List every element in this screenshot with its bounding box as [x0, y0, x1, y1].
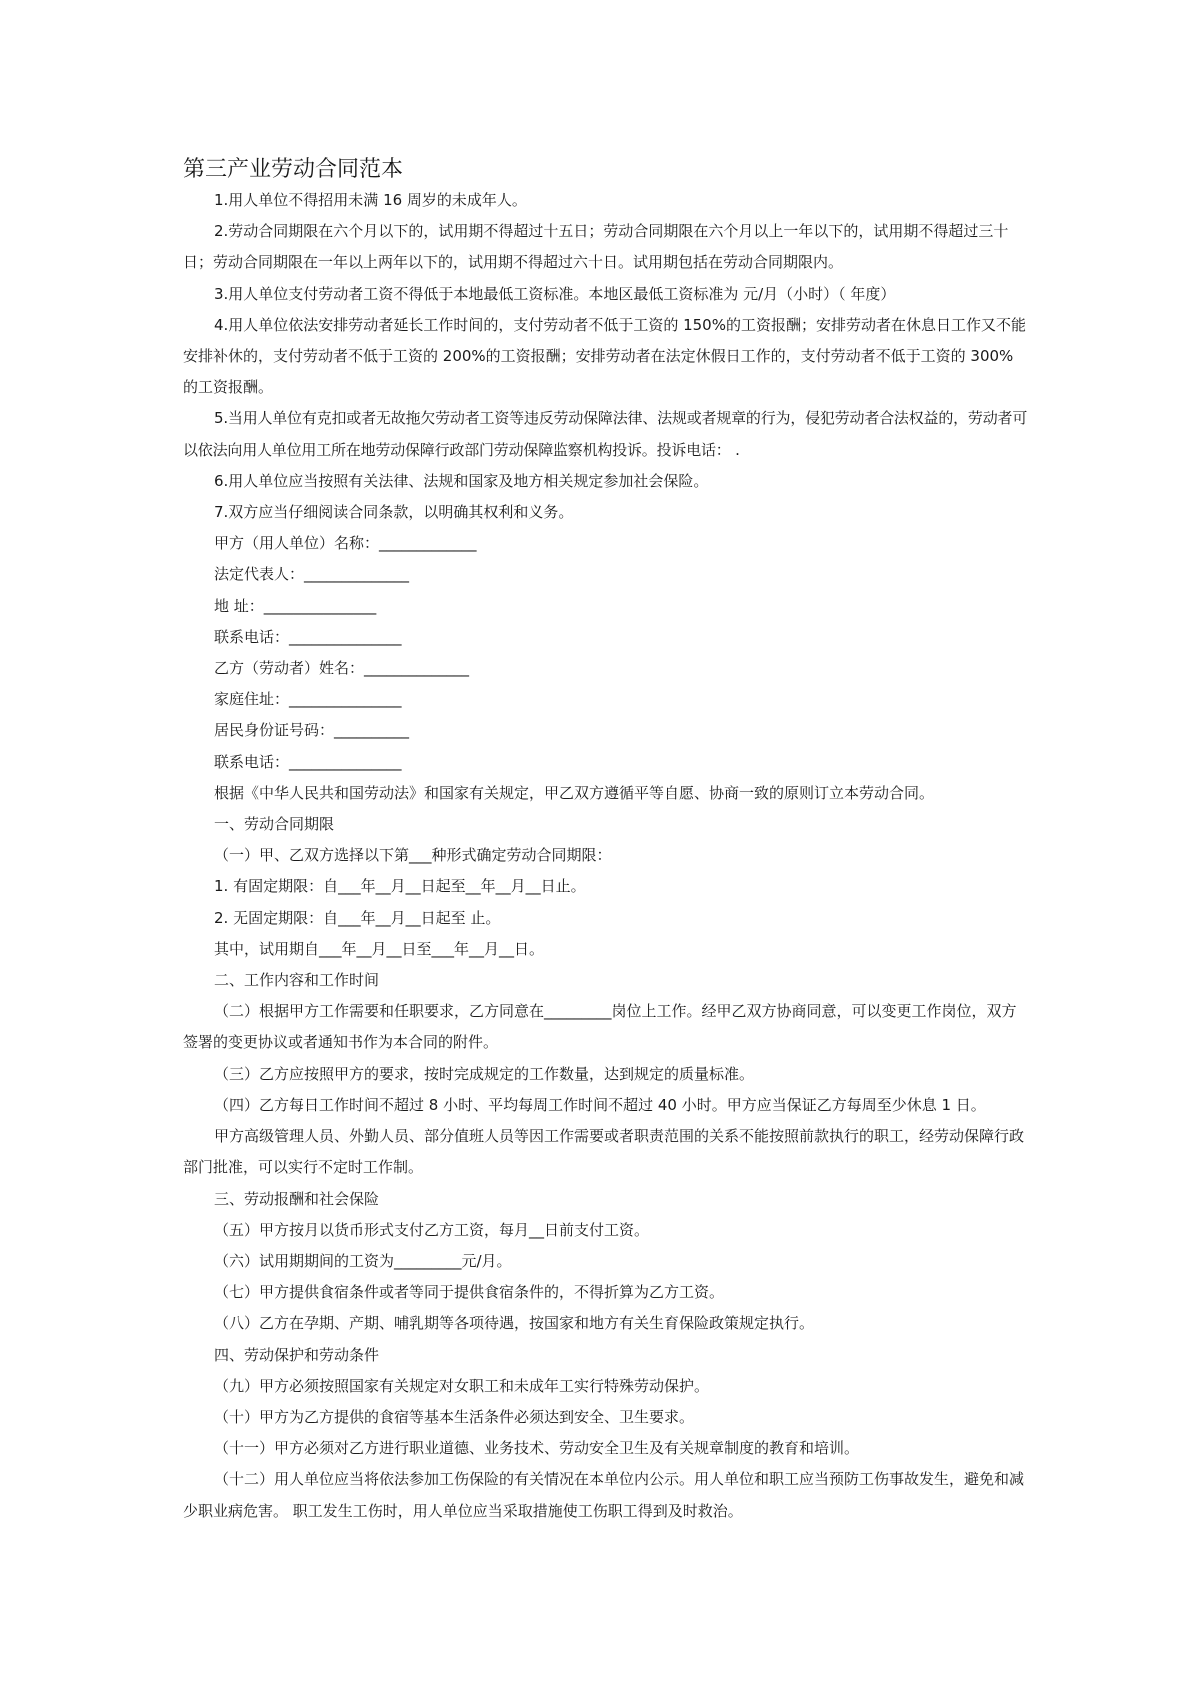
- paragraph-5: 5.当用人单位有克扣或者无故拖欠劳动者工资等违反劳动保障法律、法规或者规章的行为，侵犯劳动者合法权益的，劳动者可以依法向用人单位用工所在地劳动保障行政部门劳动保障监察机构投诉。投诉电话： .: [183, 409, 1028, 459]
- home-address-field: 家庭住址：_______________: [214, 690, 402, 709]
- paragraph-7: 7.双方应当仔细阅读合同条款，以明确其权利和义务。: [214, 503, 574, 522]
- clause-7: （七）甲方提供食宿条件或者等同于提供食宿条件的，不得折算为乙方工资。: [214, 1283, 725, 1302]
- party-a-phone-field: 联系电话：_______________: [214, 627, 402, 646]
- paragraph-6: 6.用人单位应当按照有关法律、法规和国家及地方相关规定参加社会保险。: [214, 471, 709, 490]
- section-heading-1: 一、劳动合同期限: [214, 815, 335, 834]
- party-b-name-field: 乙方（劳动者）姓名：______________: [214, 659, 470, 678]
- clause-9: （九）甲方必须按照国家有关规定对女职工和未成年工实行特殊劳动保护。: [214, 1376, 710, 1395]
- paragraph-2: 2.劳动合同期限在六个月以下的，试用期不得超过十五日；劳动合同期限在六个月以上一年以下的，试用期不得超过三十日；劳动合同期限在一年以上两年以下的，试用期不得超过六十日。试用期包括在劳动合同期限内。: [183, 222, 1009, 272]
- document-body: [183, 155, 1028, 1527]
- preamble-paragraph: 根据《中华人民共和国劳动法》和国家有关规定，甲乙双方遵循平等自愿、协商一致的原则订立本劳动合同。: [214, 783, 935, 802]
- clause-3: （三）乙方应按照甲方的要求，按时完成规定的工作数量，达到规定的质量标准。: [214, 1064, 755, 1083]
- clause-6: （六）试用期期间的工资为_________元/月。: [214, 1251, 512, 1270]
- clause-1-option-2: 2. 无固定期限：自___年__月__日起至 止。: [214, 908, 501, 927]
- section-heading-3: 三、劳动报酬和社会保险: [214, 1189, 380, 1208]
- section-heading-2: 二、工作内容和工作时间: [214, 971, 380, 990]
- id-number-field: 居民身份证号码：__________: [214, 721, 410, 740]
- party-a-name-field: 甲方（用人单位）名称：_____________: [214, 534, 477, 553]
- paragraph-1: 1.用人单位不得招用未满 16 周岁的未成年人。: [214, 191, 527, 209]
- paragraph-3: 3.用人单位支付劳动者工资不得低于本地最低工资标准。本地区最低工资标准为 元/月（小时）（ 年度）: [214, 284, 896, 303]
- address-field: 地 址：_______________: [214, 596, 377, 615]
- clause-8: （八）乙方在孕期、产期、哺乳期等各项待遇，按国家和地方有关生育保险政策规定执行。: [214, 1314, 815, 1333]
- clause-5: （五）甲方按月以货币形式支付乙方工资，每月__日前支付工资。: [214, 1220, 650, 1239]
- section-heading-4: 四、劳动保护和劳动条件: [214, 1345, 380, 1364]
- legal-representative-field: 法定代表人：______________: [214, 565, 410, 584]
- clause-2: （二）根据甲方工作需要和任职要求，乙方同意在_________岗位上工作。经甲乙双方协商同意，可以变更工作岗位，双方签署的变更协议或者通知书作为本合同的附件。: [183, 1002, 1017, 1052]
- probation-period: 其中，试用期自___年__月__日至___年__月__日。: [214, 939, 545, 958]
- clause-1-option-1: 1. 有固定期限：自___年__月__日起至__年__月__日止。: [214, 877, 586, 896]
- clause-10: （十）甲方为乙方提供的食宿等基本生活条件必须达到安全、卫生要求。: [214, 1407, 695, 1426]
- clause-1: （一）甲、乙双方选择以下第___种形式确定劳动合同期限：: [214, 846, 612, 865]
- paragraph-4: 4.用人单位依法安排劳动者延长工作时间的，支付劳动者不低于工资的 150%的工资报酬；安排劳动者在休息日工作又不能安排补休的，支付劳动者不低于工资的 200%的工资报酬；安排劳动者在法定休假日工作的，支付劳动者不低于工资的 300%的工资报酬。: [183, 315, 1026, 397]
- clause-4-note: 甲方高级管理人员、外勤人员、部分值班人员等因工作需要或者职责范围的关系不能按照前款执行的职工，经劳动保障行政部门批准，可以实行不定时工作制。: [183, 1127, 1025, 1177]
- party-b-phone-field: 联系电话：_______________: [214, 752, 402, 771]
- clause-4: （四）乙方每日工作时间不超过 8 小时、平均每周工作时间不超过 40 小时。甲方应当保证乙方每周至少休息 1 日。: [214, 1095, 986, 1114]
- document-title: 第三产业劳动合同范本: [183, 157, 404, 182]
- clause-12: （十二）用人单位应当将依法参加工伤保险的有关情况在本单位内公示。用人单位和职工应当预防工伤事故发生，避免和减少职业病危害。 职工发生工伤时，用人单位应当采取措施使工伤职工得到及时救治。: [183, 1470, 1025, 1520]
- clause-11: （十一）甲方必须对乙方进行职业道德、业务技术、劳动安全卫生及有关规章制度的教育和培训。: [214, 1439, 860, 1458]
